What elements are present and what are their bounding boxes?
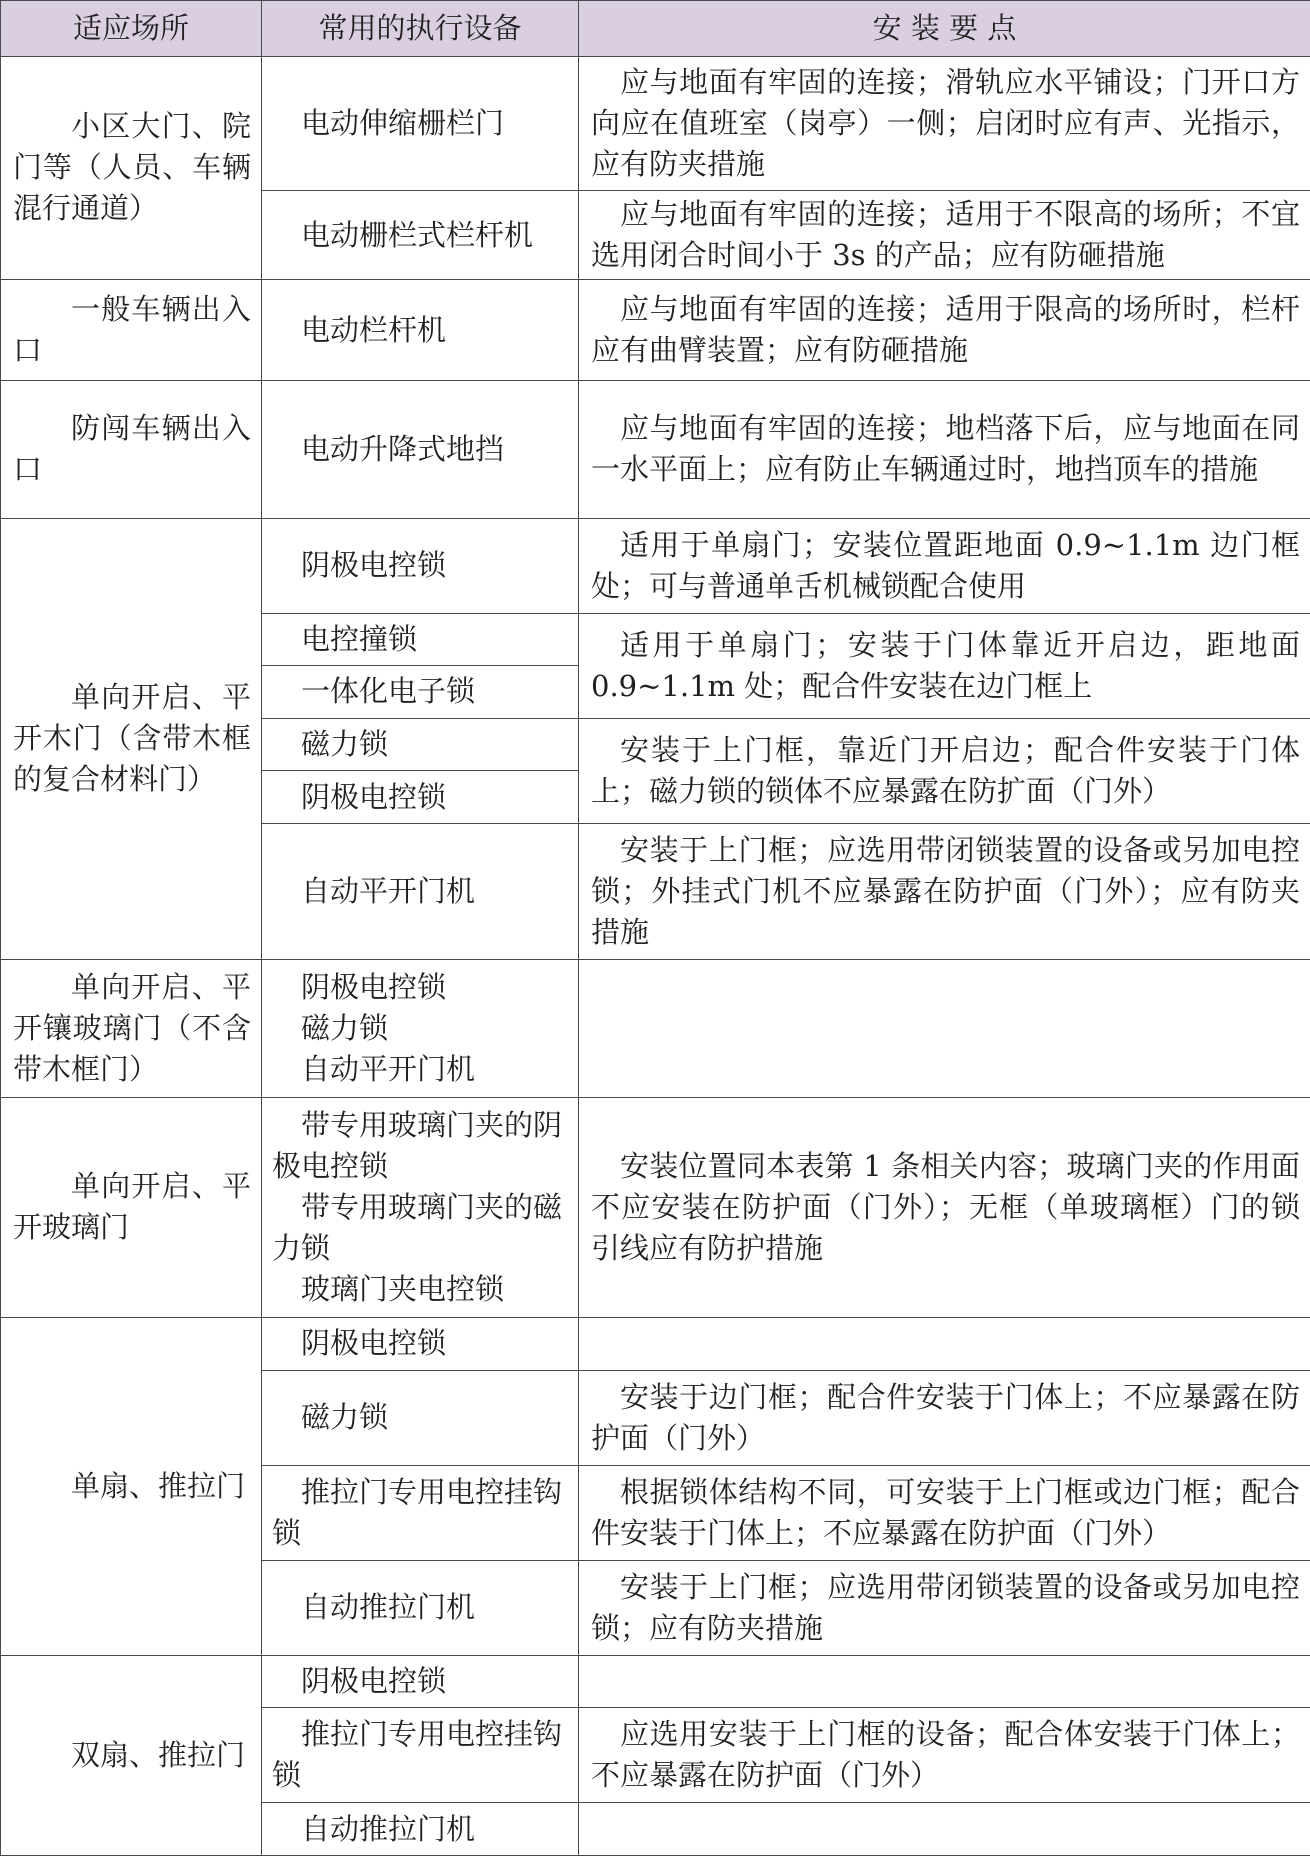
- place-cell: 小区大门、院门等（人员、车辆混行通道）: [1, 56, 262, 279]
- table-row: [1, 56, 1310, 190]
- note-cell: [579, 1803, 1310, 1856]
- device-cell: 电动栏杆机: [262, 279, 579, 380]
- table-row: [1, 518, 1310, 613]
- device-list-cell: [262, 960, 579, 1097]
- device-cell: 自动推拉门机: [262, 1803, 579, 1856]
- device-cell: 阴极电控锁: [262, 771, 579, 824]
- table-row: [1, 1655, 1310, 1708]
- device-cell: 磁力锁: [262, 718, 579, 771]
- header-device: 常用的执行设备: [262, 1, 579, 57]
- place-cell: 单向开启、平开镶玻璃门（不含带木框门）: [1, 960, 262, 1097]
- table-row: [1, 279, 1310, 380]
- note-cell: 应与地面有牢固的连接；滑轨应水平铺设；门开口方向应在值班室（岗亭）一侧；启闭时应有声、光指示，应有防夹措施: [579, 56, 1310, 190]
- note-cell: 安装于上门框；应选用带闭锁装置的设备或另加电控锁；应有防夹措施: [579, 1560, 1310, 1655]
- place-cell: 防闯车辆出入口: [1, 381, 262, 518]
- device-cell: 阴极电控锁: [262, 518, 579, 613]
- device-cell: 磁力锁: [262, 1370, 579, 1465]
- note-cell: 安装位置同本表第 1 条相关内容；玻璃门夹的作用面不应安装在防护面（门外）；无框（单玻璃框）门的锁引线应有防护措施: [579, 1097, 1310, 1317]
- device-cell: 电控撞锁: [262, 613, 579, 666]
- device-cell: 阴极电控锁: [262, 1318, 579, 1371]
- table-header-row: [1, 1, 1310, 57]
- note-cell: 适用于单扇门；安装于门体靠近开启边，距地面 0.9~1.1m 处；配合件安装在边门框上: [579, 613, 1310, 718]
- device-cell: 一体化电子锁: [262, 666, 579, 719]
- note-cell: [579, 1655, 1310, 1708]
- note-cell: 应与地面有牢固的连接；适用于不限高的场所；不宜选用闭合时间小于 3s 的产品；应有防砸措施: [579, 191, 1310, 280]
- note-cell: 应选用安装于上门框的设备；配合体安装于门体上；不应暴露在防护面（门外）: [579, 1708, 1310, 1803]
- device-item: 自动平开门机: [301, 1052, 476, 1086]
- device-list-cell: [262, 1097, 579, 1317]
- header-notes: 安 装 要 点: [579, 1, 1310, 57]
- note-cell: 安装于上门框；应选用带闭锁装置的设备或另加电控锁；外挂式门机不应暴露在防护面（门外）；应有防夹措施: [579, 823, 1310, 959]
- place-cell: 一般车辆出入口: [1, 279, 262, 380]
- device-item: 带专用玻璃门夹的阴极电控锁: [272, 1107, 563, 1183]
- device-cell: 电动伸缩栅栏门: [262, 56, 579, 190]
- device-cell: 电动升降式地挡: [262, 381, 579, 518]
- device-cell: 自动平开门机: [262, 823, 579, 959]
- note-cell: [579, 960, 1310, 1097]
- note-cell: 安装于上门框，靠近门开启边；配合件安装于门体上；磁力锁的锁体不应暴露在防扩面（门外）: [579, 718, 1310, 823]
- device-item: 带专用玻璃门夹的磁力锁: [272, 1189, 563, 1265]
- device-item: 玻璃门夹电控锁: [301, 1271, 505, 1306]
- place-cell: 双扇、推拉门: [1, 1655, 262, 1855]
- note-cell: 适用于单扇门；安装位置距地面 0.9~1.1m 边门框处；可与普通单舌机械锁配合使用: [579, 518, 1310, 613]
- place-cell: 单向开启、平开木门（含带木框的复合材料门）: [1, 518, 262, 960]
- place-cell: 单向开启、平开玻璃门: [1, 1097, 262, 1317]
- note-cell: 应与地面有牢固的连接；适用于限高的场所时，栏杆应有曲臂装置；应有防砸措施: [579, 279, 1310, 380]
- note-cell: [579, 1318, 1310, 1371]
- device-item: 磁力锁: [301, 1011, 389, 1045]
- device-cell: 阴极电控锁: [262, 1655, 579, 1708]
- place-cell: 单扇、推拉门: [1, 1318, 262, 1656]
- device-cell: 推拉门专用电控挂钩锁: [262, 1708, 579, 1803]
- device-cell: 电动栅栏式栏杆机: [262, 191, 579, 280]
- note-cell: 根据锁体结构不同，可安装于上门框或边门框；配合件安装于门体上；不应暴露在防护面（门外）: [579, 1465, 1310, 1560]
- device-cell: 推拉门专用电控挂钩锁: [262, 1465, 579, 1560]
- device-cell: 自动推拉门机: [262, 1560, 579, 1655]
- header-place: 适应场所: [1, 1, 262, 57]
- note-cell: 应与地面有牢固的连接；地档落下后，应与地面在同一水平面上；应有防止车辆通过时，地挡顶车的措施: [579, 381, 1310, 518]
- device-item: 阴极电控锁: [301, 970, 447, 1004]
- table-row: [1, 381, 1310, 518]
- note-cell: 安装于边门框；配合件安装于门体上；不应暴露在防护面（门外）: [579, 1370, 1310, 1465]
- table-row: [1, 1318, 1310, 1371]
- table-row: [1, 1097, 1310, 1317]
- table-row: [1, 960, 1310, 1097]
